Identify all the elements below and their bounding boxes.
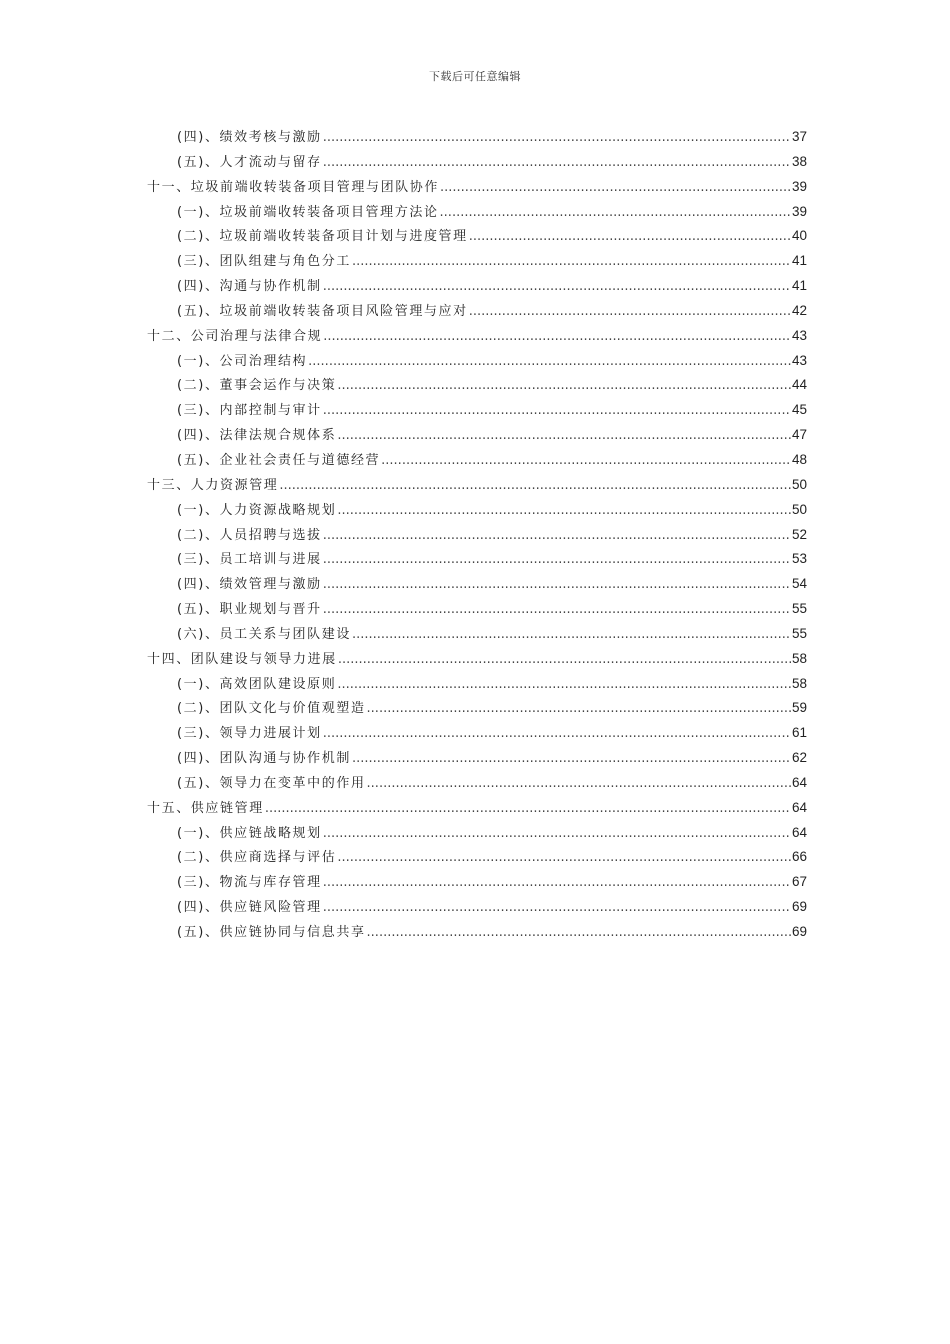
toc-entry-title: (二)、垃圾前端收转装备项目计划与进度管理 <box>177 229 468 245</box>
toc-entry-title: (五)、人才流动与留存 <box>177 154 322 170</box>
toc-dot-leader <box>337 673 791 698</box>
toc-section-entry[interactable] <box>147 398 807 423</box>
toc-entry-title: (四)、团队沟通与协作机制 <box>177 751 351 767</box>
toc-entry-page-number: 58 <box>791 650 807 666</box>
toc-dot-leader <box>352 747 791 772</box>
toc-section-entry[interactable] <box>147 373 807 398</box>
toc-dot-leader <box>265 797 791 822</box>
toc-section-entry[interactable] <box>147 821 807 846</box>
toc-entry-page-number: 41 <box>791 253 807 269</box>
toc-dot-leader <box>337 374 791 399</box>
toc-entry-title: (五)、供应链协同与信息共享 <box>177 925 366 940</box>
toc-dot-leader <box>352 250 791 275</box>
toc-entry-title: (四)、沟通与协作机制 <box>177 279 322 295</box>
toc-dot-leader <box>323 275 791 300</box>
toc-entry-title: (五)、领导力在变革中的作用 <box>177 775 366 791</box>
toc-section-entry[interactable] <box>147 696 807 721</box>
toc-entry-title: (一)、公司治理结构 <box>177 353 308 369</box>
toc-entry-page-number: 54 <box>791 576 807 592</box>
toc-section-entry[interactable] <box>147 721 807 746</box>
toc-entry-title: (二)、董事会运作与决策 <box>177 378 337 394</box>
toc-section-entry[interactable] <box>147 349 807 374</box>
toc-entry-title: (一)、人力资源战略规划 <box>177 502 337 518</box>
toc-entry-title: (二)、供应商选择与评估 <box>177 850 337 866</box>
toc-entry-title: (一)、垃圾前端收转装备项目管理方法论 <box>177 204 439 220</box>
toc-dot-leader <box>337 499 791 524</box>
toc-section-entry[interactable] <box>147 249 807 274</box>
page-header: 下载后可任意编辑 <box>429 70 521 83</box>
toc-dot-leader <box>469 225 791 250</box>
toc-section-entry[interactable] <box>147 274 807 299</box>
toc-dot-leader <box>381 449 791 474</box>
toc-entry-page-number: 52 <box>791 526 807 542</box>
toc-entry-page-number: 43 <box>791 327 807 343</box>
toc-entry-title: (四)、绩效管理与激励 <box>177 577 322 593</box>
toc-dot-leader <box>323 598 791 623</box>
toc-entry-title: (四)、法律法规合规体系 <box>177 428 337 444</box>
toc-entry-title: (五)、职业规划与晋升 <box>177 602 322 618</box>
toc-section-entry[interactable] <box>147 299 807 324</box>
toc-entry-title: (二)、团队文化与价值观塑造 <box>177 701 366 717</box>
toc-dot-leader <box>367 772 791 797</box>
toc-entry-page-number: 55 <box>791 601 807 617</box>
toc-entry-page-number: 64 <box>791 774 807 790</box>
toc-entry-page-number: 40 <box>791 228 807 244</box>
toc-entry-title: 十一、垃圾前端收转装备项目管理与团队协作 <box>147 179 440 195</box>
toc-entry-page-number: 69 <box>791 899 807 915</box>
toc-dot-leader <box>323 822 791 847</box>
toc-section-entry[interactable] <box>147 771 807 796</box>
toc-section-entry[interactable] <box>147 523 807 548</box>
toc-entry-title: 十三、人力资源管理 <box>147 477 279 493</box>
toc-section-entry[interactable] <box>147 572 807 597</box>
toc-section-entry[interactable] <box>147 224 807 249</box>
toc-entry-page-number: 50 <box>791 476 807 492</box>
toc-entry-title: 十二、公司治理与法律合规 <box>147 328 323 344</box>
toc-entry-page-number: 39 <box>791 203 807 219</box>
toc-dot-leader <box>323 896 791 921</box>
toc-entry-title: (一)、供应链战略规划 <box>177 825 322 841</box>
toc-dot-leader <box>323 151 791 176</box>
toc-entry-page-number: 53 <box>791 551 807 567</box>
toc-entry-title: (四)、绩效考核与激励 <box>177 130 322 145</box>
toc-section-entry[interactable] <box>147 448 807 473</box>
toc-entry-title: (三)、员工培训与进展 <box>177 552 322 568</box>
toc-chapter-entry[interactable] <box>147 175 807 200</box>
toc-entry-title: (三)、领导力进展计划 <box>177 726 322 742</box>
toc-entry-page-number: 61 <box>791 725 807 741</box>
toc-dot-leader <box>323 871 791 896</box>
toc-dot-leader <box>367 921 791 946</box>
toc-chapter-entry[interactable] <box>147 796 807 821</box>
toc-entry-page-number: 50 <box>791 501 807 517</box>
toc-section-entry[interactable] <box>147 498 807 523</box>
toc-section-entry[interactable] <box>147 870 807 895</box>
toc-dot-leader <box>323 399 791 424</box>
toc-entry-title: (五)、垃圾前端收转装备项目风险管理与应对 <box>177 303 468 319</box>
toc-section-entry[interactable] <box>147 150 807 175</box>
toc-section-entry[interactable] <box>147 423 807 448</box>
toc-section-entry[interactable] <box>147 200 807 225</box>
toc-entry-page-number: 45 <box>791 402 807 418</box>
toc-entry-title: (四)、供应链风险管理 <box>177 900 322 916</box>
toc-dot-leader <box>367 697 791 722</box>
toc-entry-page-number: 37 <box>791 129 807 144</box>
table-of-contents <box>147 125 807 945</box>
toc-entry-title: (三)、内部控制与审计 <box>177 403 322 419</box>
toc-chapter-entry[interactable] <box>147 324 807 349</box>
toc-entry-page-number: 38 <box>791 153 807 169</box>
toc-section-entry[interactable] <box>147 895 807 920</box>
toc-dot-leader <box>323 573 791 598</box>
toc-entry-page-number: 69 <box>791 924 807 939</box>
toc-section-entry[interactable] <box>147 845 807 870</box>
toc-entry-title: (三)、团队组建与角色分工 <box>177 254 351 270</box>
toc-entry-title: (三)、物流与库存管理 <box>177 875 322 891</box>
toc-section-entry[interactable] <box>147 547 807 572</box>
toc-section-entry[interactable] <box>147 672 807 697</box>
toc-entry-title: (二)、人员招聘与选拔 <box>177 527 322 543</box>
toc-entry-page-number: 62 <box>791 750 807 766</box>
toc-dot-leader <box>323 325 791 350</box>
toc-section-entry[interactable] <box>147 920 807 945</box>
toc-dot-leader <box>323 548 791 573</box>
toc-section-entry[interactable] <box>147 622 807 647</box>
toc-entry-page-number: 39 <box>791 178 807 194</box>
toc-entry-page-number: 48 <box>791 451 807 467</box>
toc-chapter-entry[interactable] <box>147 473 807 498</box>
toc-entry-page-number: 42 <box>791 302 807 318</box>
toc-dot-leader <box>440 176 791 201</box>
toc-entry-page-number: 41 <box>791 278 807 294</box>
toc-entry-page-number: 67 <box>791 874 807 890</box>
toc-entry-page-number: 59 <box>791 700 807 716</box>
toc-entry-page-number: 55 <box>791 625 807 641</box>
toc-section-entry[interactable] <box>147 746 807 771</box>
toc-entry-page-number: 47 <box>791 427 807 443</box>
toc-dot-leader <box>323 722 791 747</box>
toc-dot-leader <box>323 524 791 549</box>
toc-dot-leader <box>279 474 791 499</box>
toc-dot-leader <box>308 350 791 375</box>
toc-entry-page-number: 66 <box>791 849 807 865</box>
toc-entry-page-number: 58 <box>791 675 807 691</box>
toc-dot-leader <box>440 201 791 226</box>
toc-dot-leader <box>469 300 791 325</box>
toc-dot-leader <box>337 424 791 449</box>
toc-entry-page-number: 64 <box>791 824 807 840</box>
toc-dot-leader <box>323 126 791 151</box>
toc-entry-page-number: 43 <box>791 352 807 368</box>
toc-dot-leader <box>338 648 791 673</box>
toc-entry-page-number: 44 <box>791 377 807 393</box>
toc-entry-page-number: 64 <box>791 799 807 815</box>
toc-entry-title: 十五、供应链管理 <box>147 800 264 816</box>
toc-dot-leader <box>352 623 791 648</box>
toc-entry-title: 十四、团队建设与领导力进展 <box>147 651 337 667</box>
toc-entry-title: (六)、员工关系与团队建设 <box>177 626 351 642</box>
toc-entry-title: (一)、高效团队建设原则 <box>177 676 337 692</box>
toc-dot-leader <box>337 846 791 871</box>
toc-entry-title: (五)、企业社会责任与道德经营 <box>177 452 381 468</box>
toc-chapter-entry[interactable] <box>147 647 807 672</box>
toc-section-entry[interactable] <box>147 597 807 622</box>
toc-section-entry[interactable] <box>147 125 807 150</box>
